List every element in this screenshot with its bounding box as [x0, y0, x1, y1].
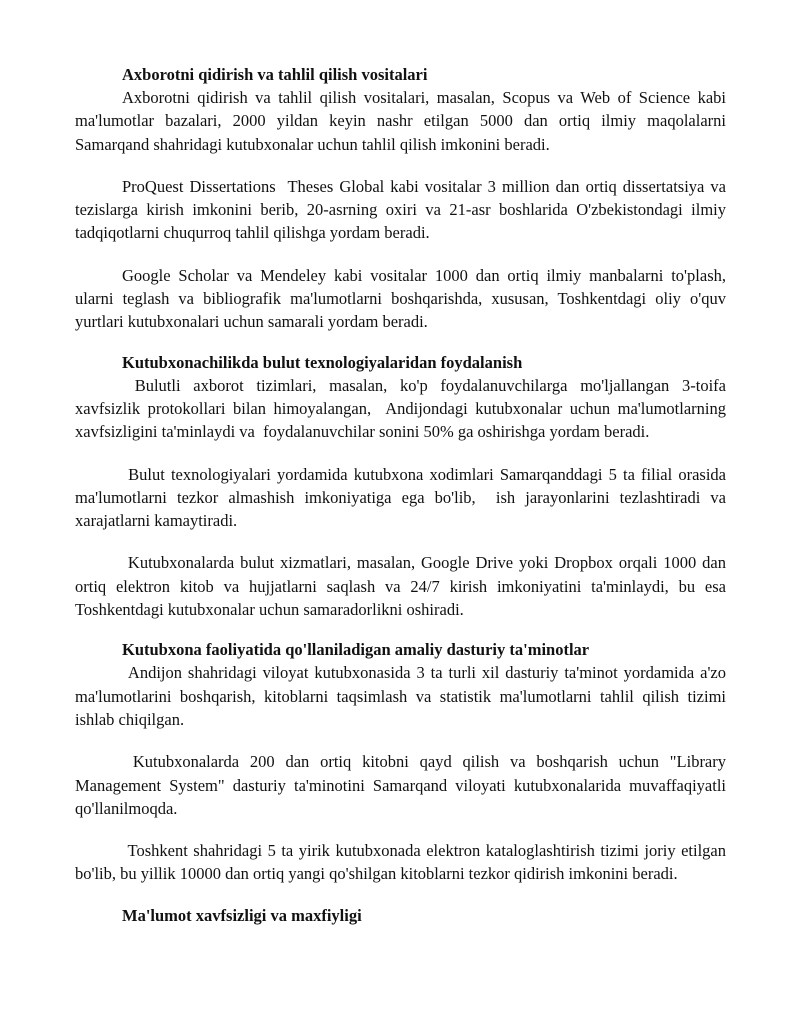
paragraph: Kutubxonalarda bulut xizmatlari, masalan, Google Drive yoki Dropbox orqali 1000 dan ortiq elektron kitob va hujjatlarni saqlash va 24/7 kirish imkoniyatini ta'minlaydi, bu esa Toshkentdagi kutubxonalar uchun samaradorlikni oshiradi. [75, 553, 731, 620]
paragraph: Bulut texnologiyalari yordamida kutubxona xodimlari Samarqanddagi 5 ta filial orasida ma'lumotlarni tezkor almashish imkoniyatiga ega bo'lib, ish jarayonlarini tezlashtiradi va xarajatlarni kamaytiradi. [75, 464, 731, 531]
paragraph: Kutubxonalarda 200 dan ortiq kitobni qayd qilish va boshqarish uchun "Library Management System" dasturiy ta'minotini Samarqand viloyati kutubxonalarida muvaffaqiyatli qo'llanilmoqda. [75, 752, 731, 818]
paragraph: Andijon shahridagi viloyat kutubxonasida 3 ta turli xil dasturiy ta'minot yordamida a'zo ma'lumotlarini boshqarish, kitoblarni taqsimlash va statistik ma'lumotlarni tahlil qilish tizimi ishlab chiqilgan. [75, 663, 731, 729]
section-heading: Ma'lumot xavfsizligi va maxfiyligi [122, 905, 362, 925]
section-search-tools [75, 64, 731, 334]
section-heading: Axborotni qidirish va tahlil qilish vositalari [122, 65, 428, 84]
section-cloud-technologies [75, 352, 731, 622]
section-heading: Kutubxona faoliyatida qo'llaniladigan amaliy dasturiy ta'minotlar [122, 640, 590, 660]
section-applied-software [75, 639, 731, 885]
paragraph: Bulutli axborot tizimlari, masalan, ko'p foydalanuvchilarga mo'ljallangan 3-toifa xavfsizlik protokollari bilan himoyalangan, Andijondagi kutubxonalar uchun ma'lumotlarning xavfsizligini ta'minlaydi va foydalanuvchilar sonini 50% ga oshirishga yordam beradi. [75, 375, 731, 442]
section-data-security [75, 905, 726, 927]
paragraph: ProQuest Dissertations Theses Global kabi vositalar 3 million dan ortiq dissertatsiya va tezislarga kirish imkonini berib, 20-asrning oxiri va 21-asr boshlarida O'zbekistondagi ilmiy tadqiqotlarni chuqurroq tahlil qilishga yordam beradi. [75, 176, 731, 243]
paragraph: Axborotni qidirish va tahlil qilish vositalari, masalan, Scopus va Web of Science kabi ma'lumotlar bazalari, 2000 yildan keyin nashr etilgan 5000 dan ortiq ilmiy maqolalarni Samarqand shahridagi kutubxonalar uchun tahlil qilish imkonini beradi. [75, 88, 731, 154]
section-heading: Kutubxonachilikda bulut texnologiyalaridan foydalanish [122, 352, 523, 372]
paragraph: Toshkent shahridagi 5 ta yirik kutubxonada elektron kataloglashtirish tizimi joriy etilgan bo'lib, bu yillik 10000 dan ortiq yangi qo'shilgan kitoblarni tezkor qidirish imkonini beradi. [75, 841, 731, 884]
paragraph: Google Scholar va Mendeley kabi vositalar 1000 dan ortiq ilmiy manbalarni to'plash, ularni teglash va bibliografik ma'lumotlarni boshqarishda, xususan, Toshkentdagi oliy o'quv yurtlari kutubxonalari uchun samarali yordam beradi. [75, 265, 731, 332]
